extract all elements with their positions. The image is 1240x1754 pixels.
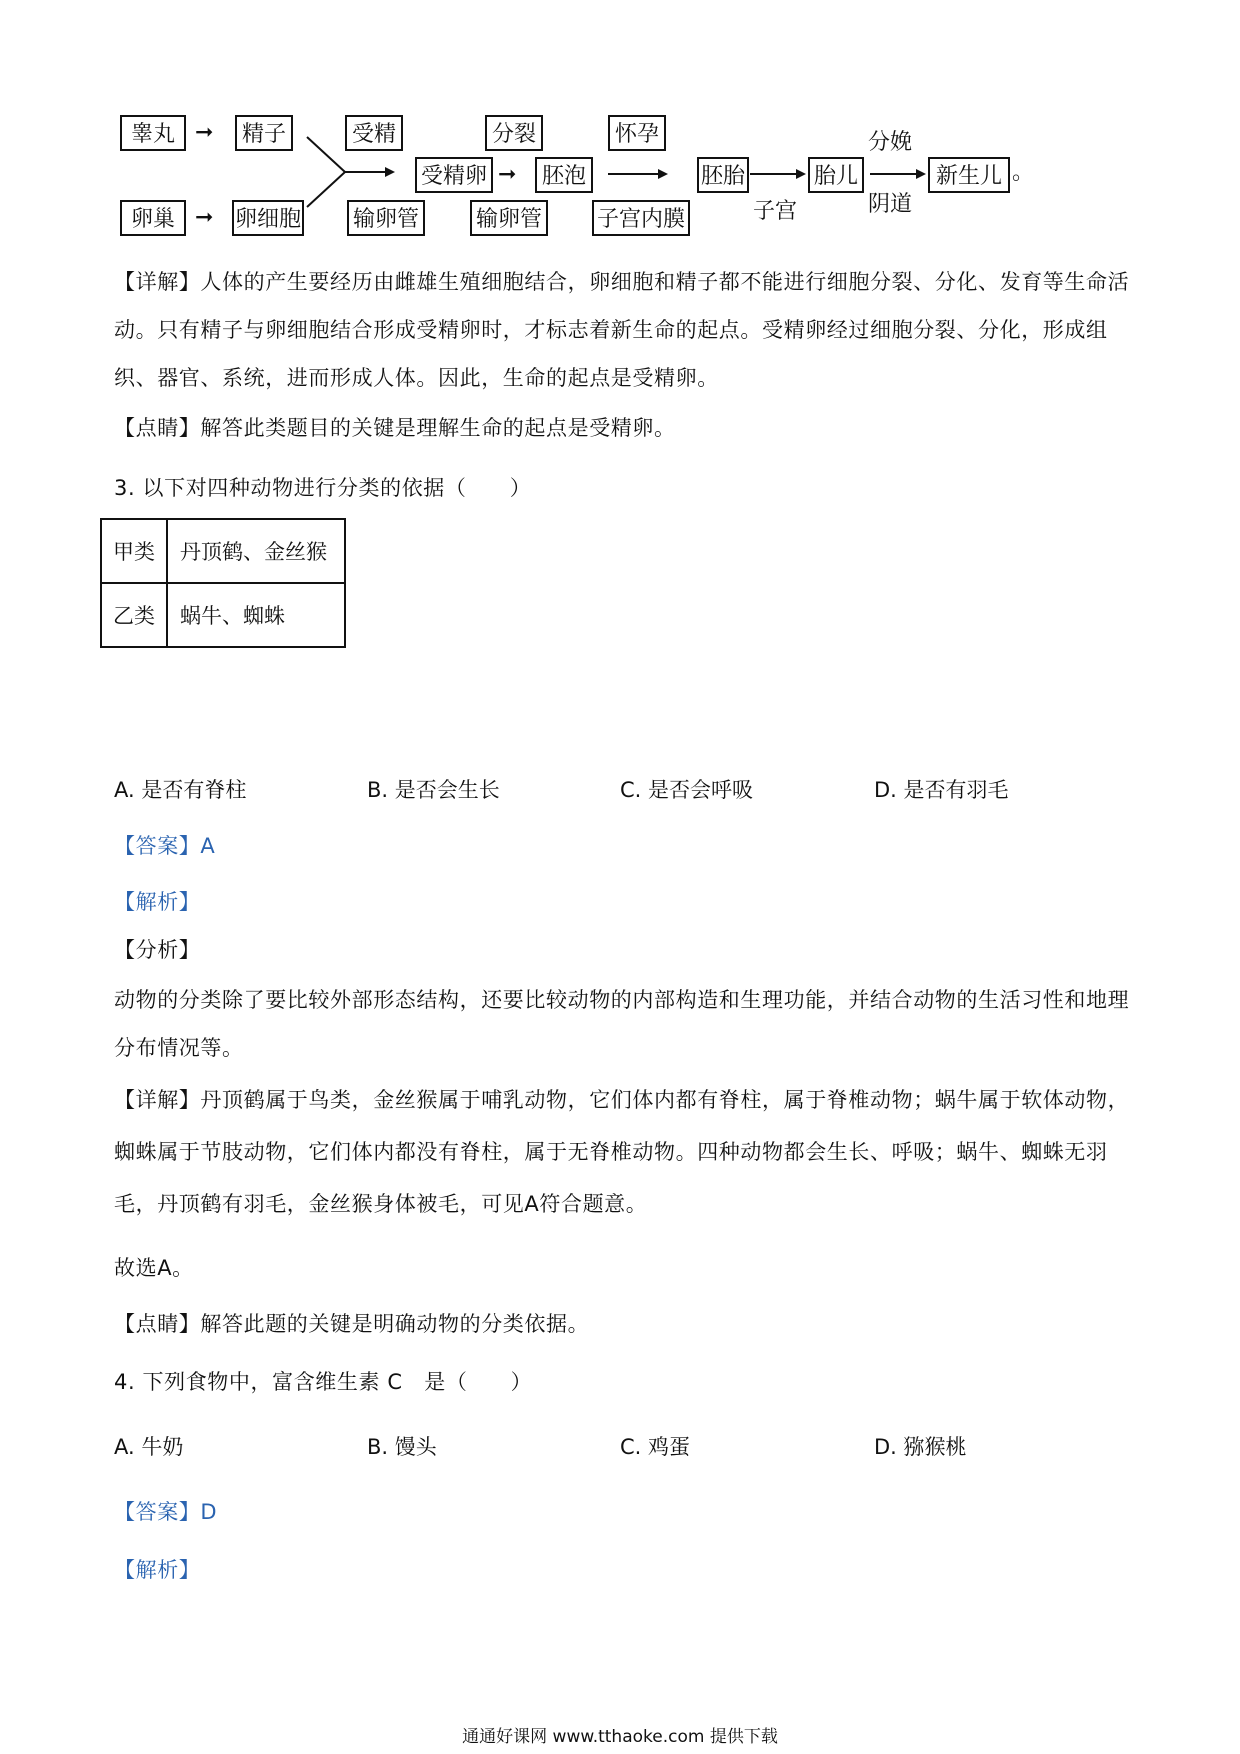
table-cell-key: 甲类 [101, 519, 167, 583]
q3-option-d: D. 是否有羽毛 [874, 778, 1009, 802]
q3-tip: 【点睛】解答此题的关键是明确动物的分类依据。 [114, 1312, 590, 1336]
q3-analysis-label: 【解析】 [114, 890, 201, 914]
diagram-box-zygote: 受精卵 [415, 157, 493, 193]
diagram-box-testis: 睾丸 [120, 115, 186, 151]
table-row [101, 583, 345, 647]
table-cell-value: 丹顶鹤、金丝猴 [167, 519, 345, 583]
q4-option-b: B. 馒头 [367, 1435, 437, 1459]
diagram-box-ovary: 卵巢 [120, 200, 186, 236]
q2-detail: 【详解】人体的产生要经历由雌雄生殖细胞结合，卵细胞和精子都不能进行细胞分裂、分化、发育等生命活动。只有精子与卵细胞结合形成受精卵时，才标志着新生命的起点。受精卵经过细胞分裂、分化，形成组织、器官、系统，进而形成人体。因此，生命的起点是受精卵。 [114, 270, 1130, 390]
q3-stem: 3. 以下对四种动物进行分类的依据（ ） [114, 476, 532, 500]
table-row [101, 519, 345, 583]
arrow-icon [870, 166, 926, 182]
diagram-label-delivery: 分娩 [868, 130, 913, 155]
q4-option-a: A. 牛奶 [114, 1435, 184, 1459]
diagram-box-pregnancy: 怀孕 [608, 115, 666, 151]
arrow-icon [608, 166, 668, 182]
diagram-box-blastocyst: 胚泡 [535, 157, 593, 193]
table-cell-value: 蜗牛、蜘蛛 [167, 583, 345, 647]
q2-tip: 【点睛】解答此类题目的关键是理解生命的起点是受精卵。 [114, 416, 676, 440]
diagram-box-endometrium: 子宫内膜 [592, 200, 690, 236]
diagram-box-fertilization: 受精 [345, 115, 403, 151]
page-footer: 通通好课网 www.tthaoke.com 提供下载 [462, 1727, 778, 1747]
q4-stem: 4. 下列食物中，富含维生素 C 是（ ） [114, 1370, 533, 1394]
q3-fenxi: 动物的分类除了要比较外部形态结构，还要比较动物的内部构造和生理功能，并结合动物的生活习性和地理分布情况等。 [114, 988, 1130, 1060]
classification-table [100, 518, 346, 648]
q4-option-c: C. 鸡蛋 [620, 1435, 691, 1459]
arrow-icon: ➞ [498, 162, 517, 187]
q3-answer: 【答案】A [114, 834, 216, 858]
diagram-box-oviduct-2: 输卵管 [470, 200, 548, 236]
diagram-box-sperm: 精子 [235, 115, 293, 151]
diagram-end-mark: 。 [1012, 160, 1035, 185]
diagram-box-oviduct-1: 输卵管 [347, 200, 425, 236]
arrow-icon: ➞ [195, 205, 214, 230]
diagram-label-vagina: 阴道 [868, 192, 913, 217]
diagram-label-uterus: 子宫 [753, 199, 798, 224]
diagram-box-embryo: 胚胎 [697, 157, 749, 193]
table-cell-key: 乙类 [101, 583, 167, 647]
arrow-icon [750, 166, 806, 182]
q4-answer: 【答案】D [114, 1500, 218, 1524]
q3-choice: 故选A。 [114, 1256, 194, 1280]
q3-option-a: A. 是否有脊柱 [114, 778, 247, 802]
diagram-box-division: 分裂 [485, 115, 543, 151]
q3-option-b: B. 是否会生长 [367, 778, 500, 802]
q3-detail: 【详解】丹顶鹤属于鸟类，金丝猴属于哺乳动物，它们体内都有脊柱，属于脊椎动物；蜗牛属于软体动物，蜘蛛属于节肢动物，它们体内都没有脊柱，属于无脊椎动物。四种动物都会生长、呼吸；蜗牛、蜘蛛无羽毛，丹顶鹤有羽毛，金丝猴身体被毛，可见A符合题意。 [114, 1088, 1130, 1216]
diagram-box-egg-cell: 卵细胞 [232, 200, 304, 236]
diagram-box-newborn: 新生儿 [928, 157, 1010, 193]
diagram-box-fetus: 胎儿 [808, 157, 864, 193]
q4-option-d: D. 猕猴桃 [874, 1435, 967, 1459]
arrow-icon: ➞ [195, 120, 214, 145]
q3-option-c: C. 是否会呼吸 [620, 778, 754, 802]
q4-analysis-label: 【解析】 [114, 1558, 201, 1582]
q3-fenxi-label: 【分析】 [114, 938, 201, 962]
